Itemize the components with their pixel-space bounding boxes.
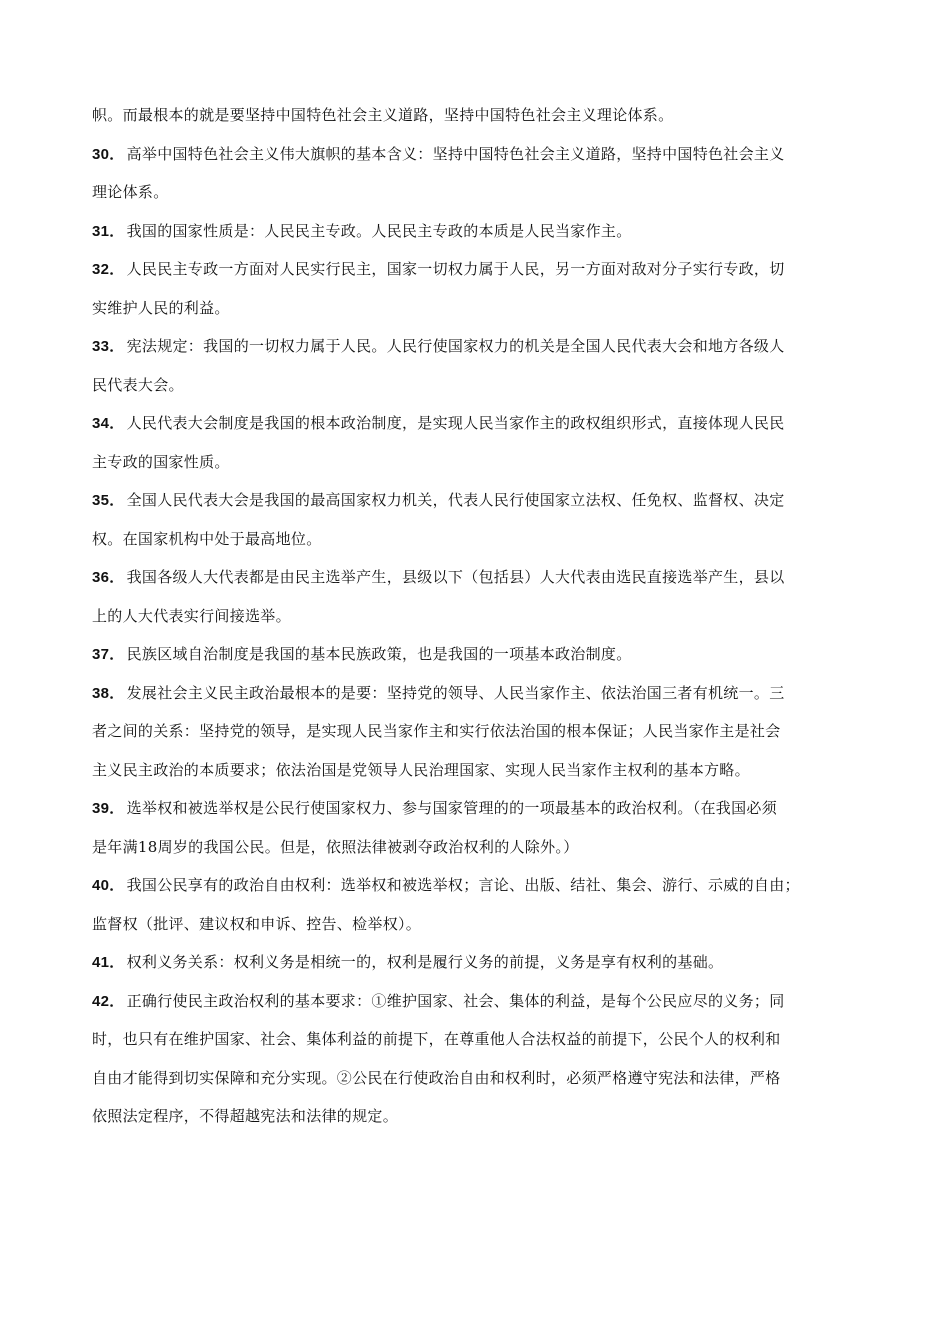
item-text: 主专政的国家性质。	[92, 452, 230, 471]
text-line	[92, 289, 862, 328]
text-line	[92, 866, 862, 905]
item-text: 理论体系。	[92, 183, 169, 201]
item-text: 发展社会主义民主政治最根本的是要：坚持党的领导、人民当家作主、依法治国三者有机统一。三	[126, 683, 785, 702]
item-text: 上的人大代表实行间接选举。	[92, 606, 291, 625]
item-text: 主义民主政治的本质要求；依法治国是党领导人民治理国家、实现人民当家作主权利的基本方略。	[92, 760, 750, 779]
text-line	[92, 212, 862, 251]
text-line	[92, 1020, 862, 1059]
item-number: 32．	[92, 261, 125, 278]
item-text: 正确行使民主政治权利的基本要求：①维护国家、社会、集体的利益，是每个公民应尽的义务；同	[126, 991, 785, 1010]
item-number: 30．	[92, 145, 125, 163]
item-number: 37．	[92, 646, 125, 663]
text-line	[92, 674, 862, 713]
document-body	[92, 96, 862, 1136]
text-line	[92, 597, 862, 636]
item-text: 实维护人民的利益。	[92, 298, 230, 317]
text-line	[92, 943, 862, 982]
item-text: 人民民主专政一方面对人民实行民主，国家一切权力属于人民，另一方面对敌对分子实行专政，切	[126, 260, 785, 278]
text-line	[92, 96, 862, 135]
item-text: 自由才能得到切实保障和充分实现。②公民在行使政治自由和权利时，必须严格遵守宪法和法律，严格	[92, 1068, 781, 1087]
text-line	[92, 712, 862, 751]
text-line	[92, 789, 862, 828]
item-text: 帜。而最根本的就是要坚持中国特色社会主义道路，坚持中国特色社会主义理论体系。	[92, 106, 674, 124]
text-line	[92, 558, 862, 597]
item-text: 高举中国特色社会主义伟大旗帜的基本含义：坚持中国特色社会主义道路，坚持中国特色社会主义	[126, 144, 785, 163]
text-line	[92, 1097, 862, 1136]
item-number: 36．	[92, 569, 125, 586]
item-number: 40．	[92, 877, 125, 894]
item-number: 31．	[92, 222, 125, 240]
item-text: 人民代表大会制度是我国的根本政治制度，是实现人民当家作主的政权组织形式，直接体现人民民	[126, 414, 785, 432]
item-text: 权。在国家机构中处于最高地位。	[92, 529, 322, 548]
text-line	[92, 982, 862, 1021]
item-text: 宪法规定：我国的一切权力属于人民。人民行使国家权力的机关是全国人民代表大会和地方各级人	[126, 337, 785, 355]
item-text: 是年满18周岁的我国公民。但是，依照法律被剥夺政治权利的人除外。）	[92, 837, 579, 856]
item-text: 选举权和被选举权是公民行使国家权力、参与国家管理的的一项最基本的政治权利。（在我国必须	[126, 799, 777, 817]
item-text: 全国人民代表大会是我国的最高国家权力机关，代表人民行使国家立法权、任免权、监督权、决定	[126, 491, 785, 509]
text-line	[92, 635, 862, 674]
item-text: 依照法定程序，不得超越宪法和法律的规定。	[92, 1107, 399, 1125]
text-line	[92, 905, 862, 944]
item-text: 监督权（批评、建议权和申诉、控告、检举权）。	[92, 914, 422, 933]
item-number: 38．	[92, 684, 125, 702]
text-line	[92, 327, 862, 366]
text-line	[92, 481, 862, 520]
item-text: 民族区域自治制度是我国的基本民族政策，也是我国的一项基本政治制度。	[126, 645, 632, 663]
item-text: 民代表大会。	[92, 375, 184, 394]
item-text: 我国的国家性质是：人民民主专政。人民民主专政的本质是人民当家作主。	[126, 221, 632, 240]
text-line	[92, 520, 862, 559]
item-number: 34．	[92, 415, 125, 432]
text-line	[92, 135, 862, 174]
text-line	[92, 828, 862, 867]
text-line	[92, 1059, 862, 1098]
text-line	[92, 751, 862, 790]
text-line	[92, 443, 862, 482]
item-number: 35．	[92, 492, 125, 509]
item-number: 39．	[92, 800, 125, 817]
item-number: 41．	[92, 954, 125, 971]
text-line	[92, 366, 862, 405]
item-text: 我国公民享有的政治自由权利：选举权和被选举权；言论、出版、结社、集会、游行、示威的自由；	[126, 876, 800, 894]
item-text: 时，也只有在维护国家、社会、集体利益的前提下，在尊重他人合法权益的前提下，公民个人的权利和	[92, 1030, 781, 1048]
item-text: 权利义务关系：权利义务是相统一的，权利是履行义务的前提，义务是享有权利的基础。	[126, 953, 724, 971]
item-text: 者之间的关系：坚持党的领导，是实现人民当家作主和实行依法治国的根本保证；人民当家作主是社会	[92, 722, 781, 740]
text-line	[92, 404, 862, 443]
text-line	[92, 173, 862, 212]
text-line	[92, 250, 862, 289]
item-text: 我国各级人大代表都是由民主选举产生，县级以下（包括县）人大代表由选民直接选举产生，县以	[126, 568, 785, 586]
item-number: 42．	[92, 992, 125, 1010]
item-number: 33．	[92, 338, 125, 355]
